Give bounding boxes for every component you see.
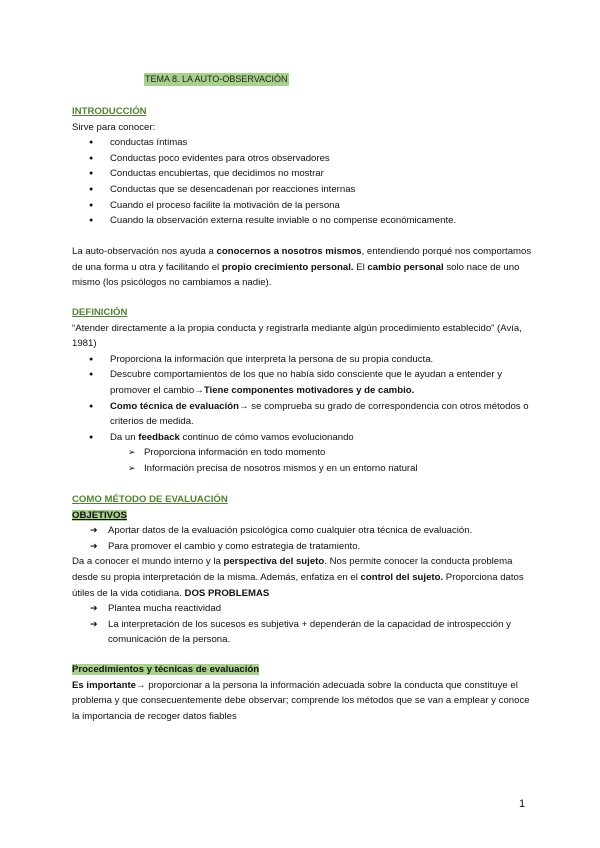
text-run: Da un <box>110 431 139 443</box>
bold-run: DOS PROBLEMAS <box>184 587 270 599</box>
list-item: ● conductas íntimas <box>72 135 532 151</box>
intro-bullet-list <box>72 135 532 229</box>
list-item: ● Conductas encubiertas, que decidimos no mostrar <box>72 166 532 182</box>
bold-run: perspectiva del sujeto <box>223 556 325 568</box>
definicion-bullet-list <box>72 352 532 446</box>
metodo-section <box>72 492 532 648</box>
bold-run: Como técnica de evaluación <box>110 400 240 412</box>
text-run: → se comprueba su grado de correspondencia con otros métodos o criterios de medida. <box>110 400 529 428</box>
list-item: ● Cuando la observación externa resulte inviable o no compense económicamente. <box>72 213 532 229</box>
intro-paragraph <box>72 244 532 291</box>
intro-heading: INTRODUCCIÓN <box>72 106 147 117</box>
text-run: continuo de cómo vamos evolucionando <box>179 431 354 443</box>
definicion-section <box>72 305 532 477</box>
list-item: ➔ Aportar datos de la evaluación psicológica como cualquier otra técnica de evaluación. <box>72 523 532 539</box>
metodo-paragraph <box>72 554 532 601</box>
objetivos-label-text: OBJETIVOS <box>72 509 127 521</box>
list-item: ➢ Proporciona información en todo momento <box>72 445 532 461</box>
bold-run: Es importante <box>72 679 136 691</box>
document-title: TEMA 8. LA AUTO-OBSERVACIÓN <box>145 74 288 84</box>
list-item: ● Proporciona la información que interpreta la persona de su propia conducta. <box>72 352 532 368</box>
intro-section <box>72 104 532 229</box>
text-run: El <box>353 261 368 273</box>
procedimientos-heading-text: Procedimientos y técnicas de evaluación <box>72 664 260 675</box>
procedimientos-heading <box>72 662 532 678</box>
definicion-heading: DEFINICIÓN <box>72 307 128 318</box>
procedimientos-paragraph <box>72 678 532 725</box>
text-run: solo nace de uno mismo (los psicólogos no cambiamos a nadie). <box>72 261 520 289</box>
bold-run: Tiene componentes motivadores y de cambio. <box>203 384 415 396</box>
definicion-quote <box>72 321 532 352</box>
quote-text: “Atender directamente a la propia conducta y registrarla mediante algún procedimiento establecido” <box>72 322 495 334</box>
text-run: Proporciona datos útiles de la vida cotidiana. <box>72 571 524 599</box>
metodo-heading: COMO MÉTODO DE EVALUACIÓN <box>72 494 228 505</box>
list-item: ➔ La interpretación de los sucesos es subjetiva + dependerán de la capacidad de introspección y comunicación de la persona. <box>72 617 532 648</box>
bold-run: control del sujeto. <box>360 571 444 583</box>
bold-run: feedback <box>138 431 180 443</box>
list-item: ➢ Información precisa de nosotros mismos y en un entorno natural <box>72 461 532 477</box>
objetivos-list <box>72 523 532 554</box>
text-run: . Nos permite conocer la conducta problema desde su propia interpretación de la misma. Además, enfatiza en el <box>72 556 513 583</box>
bold-run: conocernos a nosotros mismos <box>216 246 362 257</box>
procedimientos-section <box>72 662 532 724</box>
bold-run: cambio personal <box>367 261 444 273</box>
text-run: Da a conocer el mundo interno y la <box>72 556 224 568</box>
list-item: ● Cuando el proceso facilite la motivación de la persona <box>72 198 532 214</box>
quote-citation: (Avía, 1981) <box>72 322 522 350</box>
list-item: ● Conductas poco evidentes para otros observadores <box>72 151 532 167</box>
text-run: Descubre comportamientos de los que no había sido consciente que le ayudan a entender y promover el cambio→ <box>110 369 502 396</box>
intro-lead: Sirve para conocer: <box>72 121 156 133</box>
list-item <box>72 367 532 398</box>
definicion-sub-list <box>72 445 532 476</box>
page-number: 1 <box>519 798 526 810</box>
list-item: ➔ Plantea mucha reactividad <box>72 601 532 617</box>
text-run: La auto-observación nos ayuda a <box>72 246 217 257</box>
list-item <box>72 399 532 430</box>
text-run: → proporcionar a la persona la información adecuada sobre la conducta que constituye el problema y que consecuentemente debe observar; comprende los métodos que se van a emplear y conoce la importancia de recoger datos fiables <box>72 679 530 722</box>
list-item <box>72 430 532 446</box>
problemas-list <box>72 601 532 648</box>
list-item: ● Conductas que se desencadenan por reacciones internas <box>72 182 532 198</box>
text-run: , entendiendo porqué nos comportamos de una forma u otra y facilitando el <box>72 246 532 273</box>
list-item: ➔ Para promover el cambio y como estrategia de tratamiento. <box>72 539 532 555</box>
objetivos-label <box>72 508 532 524</box>
bold-run: propio crecimiento personal. <box>221 261 354 273</box>
